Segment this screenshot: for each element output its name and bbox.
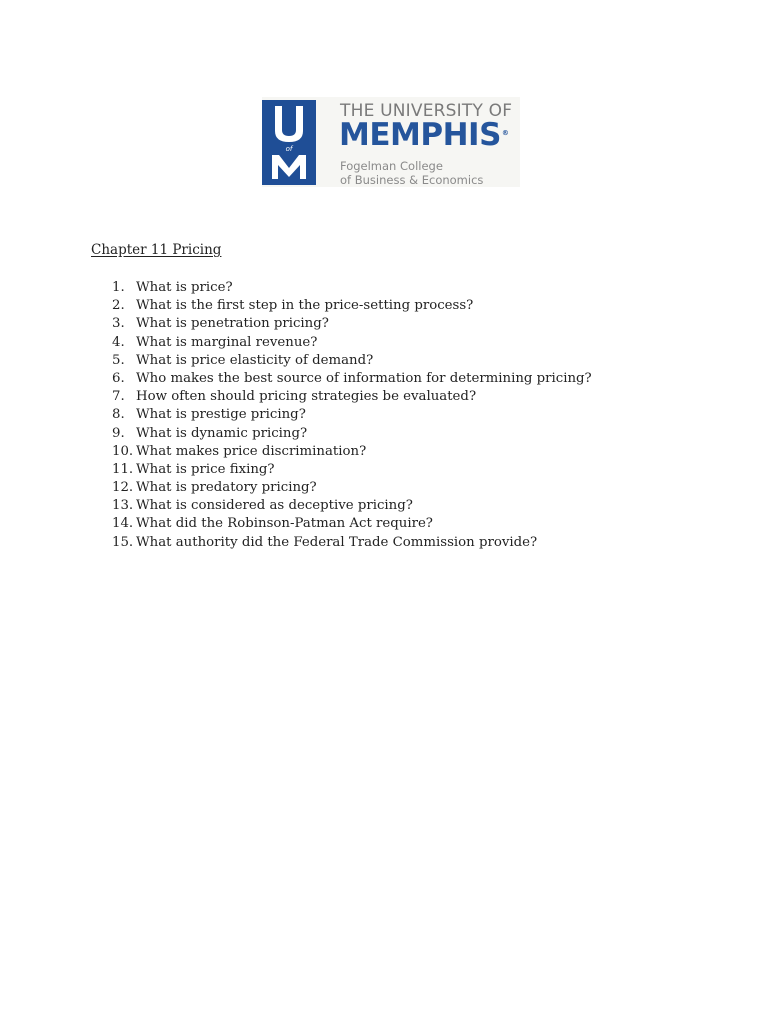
question-list [112,279,592,552]
question-text: What is considered as deceptive pricing? [136,498,413,514]
list-item [112,388,592,406]
question-number: 4. [112,334,125,350]
question-text: What is price fixing? [136,461,275,477]
question-number: 7. [112,389,125,405]
logo-college-subline: of Business & Economics [340,173,484,187]
page-title: Chapter 11 Pricing [91,242,222,258]
question-number: 12. [112,480,134,496]
question-number: 5. [112,352,125,368]
question-number: 9. [112,425,125,441]
logo-wordmark [340,101,518,185]
question-text: What is penetration pricing? [136,316,329,332]
list-item [112,297,592,315]
question-text: How often should pricing strategies be evaluated? [136,389,477,405]
question-number: 13. [112,498,134,514]
list-item [112,279,592,297]
question-number: 11. [112,461,134,477]
question-text: What makes price discrimination? [136,443,367,459]
list-item [112,334,592,352]
question-text: What is predatory pricing? [136,480,317,496]
question-text: What did the Robinson-Patman Act require? [136,516,433,532]
um-monogram-icon [262,100,316,185]
question-text: What is price elasticity of demand? [136,352,374,368]
question-number: 1. [112,280,125,295]
question-number: 3. [112,316,125,332]
question-number: 15. [112,534,134,550]
question-text: What is dynamic pricing? [136,425,308,441]
question-text: What is price? [136,280,233,295]
logo-memphis-line [339,117,507,153]
list-item [112,425,592,443]
question-text: What authority did the Federal Trade Commission provide? [136,534,538,550]
question-text: What is the first step in the price-setting process? [136,298,474,314]
list-item [112,406,592,424]
list-item [112,352,592,370]
question-number: 8. [112,407,125,423]
logo-college-line: Fogelman College [340,159,443,173]
question-number: 2. [112,298,125,314]
question-number: 10. [112,443,134,459]
list-item [112,479,592,497]
registered-mark: ® [501,129,509,137]
svg-text:of: of [285,145,293,153]
list-item [112,461,592,479]
logo-memphis-text: MEMPHIS [339,117,501,153]
question-number: 6. [112,370,125,386]
logo-university-line: THE UNIVERSITY OF [340,101,513,121]
question-text: What is prestige pricing? [136,407,306,423]
list-item [112,370,592,388]
list-item [112,534,592,552]
university-logo [262,97,520,187]
list-item [112,315,592,333]
list-item [112,443,592,461]
question-text: Who makes the best source of information for determining pricing? [136,370,592,386]
question-text: What is marginal revenue? [136,334,318,350]
list-item [112,515,592,533]
list-item [112,497,592,515]
question-number: 14. [112,516,134,532]
